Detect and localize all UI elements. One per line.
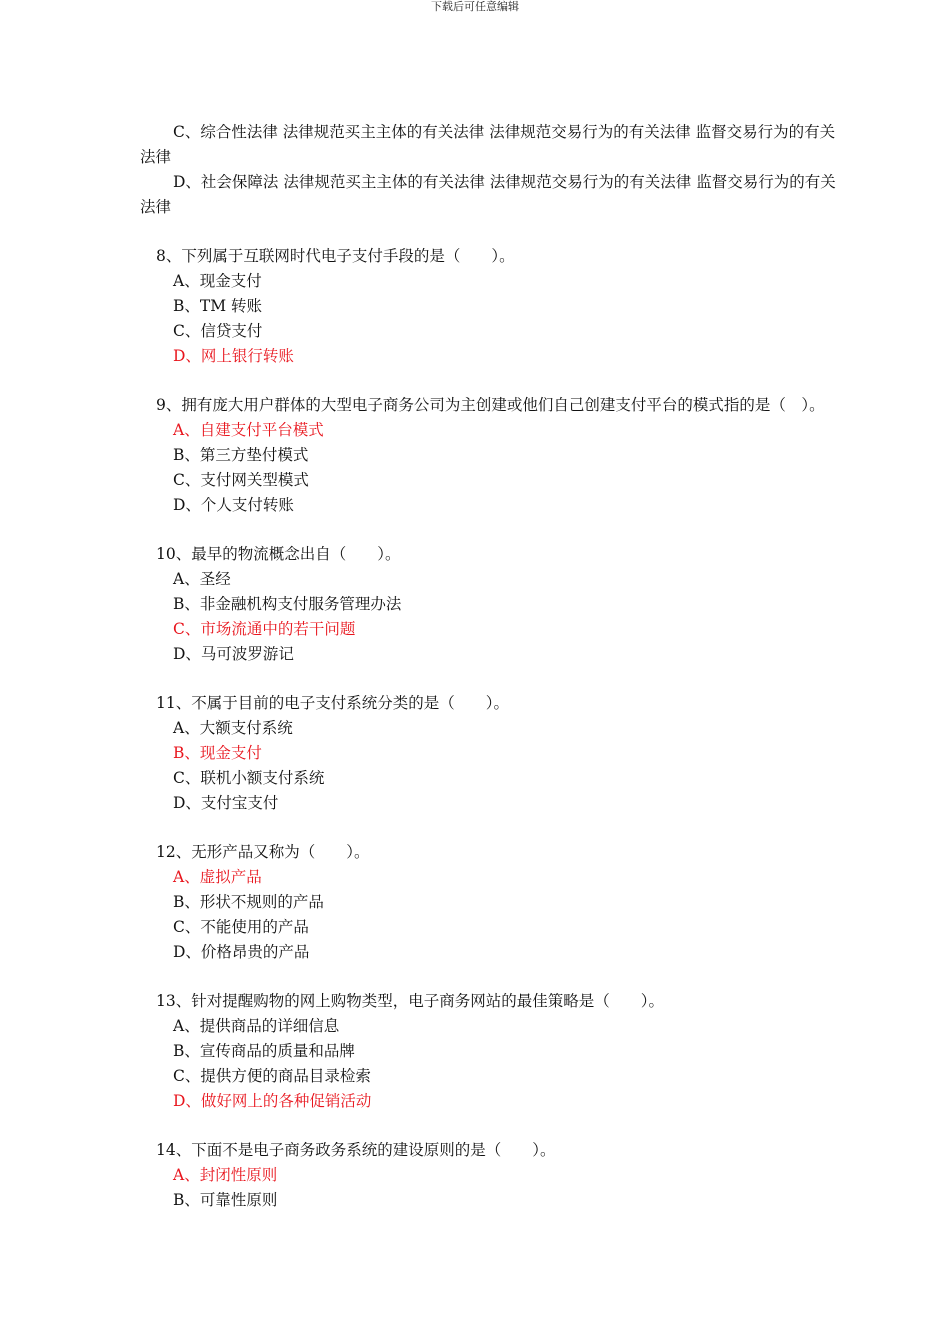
option-14a-answer: A、封闭性原则: [173, 1166, 278, 1184]
option-12d: D、价格昂贵的产品: [173, 943, 310, 961]
spacer: [140, 1114, 840, 1138]
continued-option-c: C、综合性法律 法律规范买主主体的有关法律 法律规范交易行为的有关法律 监督交易行为的有关法律: [140, 123, 836, 166]
spacer: [140, 667, 840, 691]
option-8b: B、TM 转账: [173, 297, 263, 315]
option-13c: C、提供方便的商品目录检索: [173, 1067, 371, 1085]
option-14b: B、可靠性原则: [173, 1191, 278, 1209]
option-9d: D、个人支付转账: [173, 496, 294, 514]
option-9c: C、支付网关型模式: [173, 471, 309, 489]
option-10d: D、马可波罗游记: [173, 645, 294, 663]
question-11: 11、不属于目前的电子支付系统分类的是（ ）。: [156, 694, 509, 712]
option-8c: C、信贷支付: [173, 322, 263, 340]
option-11b-answer: B、现金支付: [173, 744, 262, 762]
option-8a: A、现金支付: [173, 272, 262, 290]
option-13b: B、宣传商品的质量和品牌: [173, 1042, 355, 1060]
option-10b: B、非金融机构支付服务管理办法: [173, 595, 402, 613]
option-12b: B、形状不规则的产品: [173, 893, 324, 911]
spacer: [140, 369, 840, 393]
question-8: 8、下列属于互联网时代电子支付手段的是（ ）。: [156, 247, 515, 265]
option-9b: B、第三方垫付模式: [173, 446, 309, 464]
option-13d-answer: D、做好网上的各种促销活动: [173, 1092, 372, 1110]
option-11a: A、大额支付系统: [173, 719, 293, 737]
question-13: 13、针对提醒购物的网上购物类型，电子商务网站的最佳策略是（ ）。: [156, 992, 664, 1010]
question-9: 9、拥有庞大用户群体的大型电子商务公司为主创建或他们自己创建支付平台的模式指的是（ ）。: [156, 396, 825, 414]
option-10c-answer: C、市场流通中的若干问题: [173, 620, 356, 638]
option-11c: C、联机小额支付系统: [173, 769, 325, 787]
question-10: 10、最早的物流概念出自（ ）。: [156, 545, 401, 563]
option-12c: C、不能使用的产品: [173, 918, 309, 936]
spacer: [140, 220, 840, 244]
option-11d: D、支付宝支付: [173, 794, 279, 812]
continued-option-d: D、社会保障法 法律规范买主主体的有关法律 法律规范交易行为的有关法律 监督交易行为的有关法律: [140, 173, 836, 216]
spacer: [140, 965, 840, 989]
page-header: 下载后可任意编辑: [431, 0, 519, 13]
spacer: [140, 518, 840, 542]
option-9a-answer: A、自建支付平台模式: [173, 421, 324, 439]
option-12a-answer: A、虚拟产品: [173, 868, 262, 886]
option-8d-answer: D、网上银行转账: [173, 347, 294, 365]
option-13a: A、提供商品的详细信息: [173, 1017, 340, 1035]
question-14: 14、下面不是电子商务政务系统的建设原则的是（ ）。: [156, 1141, 556, 1159]
option-10a: A、圣经: [173, 570, 231, 588]
question-12: 12、无形产品又称为（ ）。: [156, 843, 370, 861]
document-body: [140, 120, 840, 1213]
spacer: [140, 816, 840, 840]
